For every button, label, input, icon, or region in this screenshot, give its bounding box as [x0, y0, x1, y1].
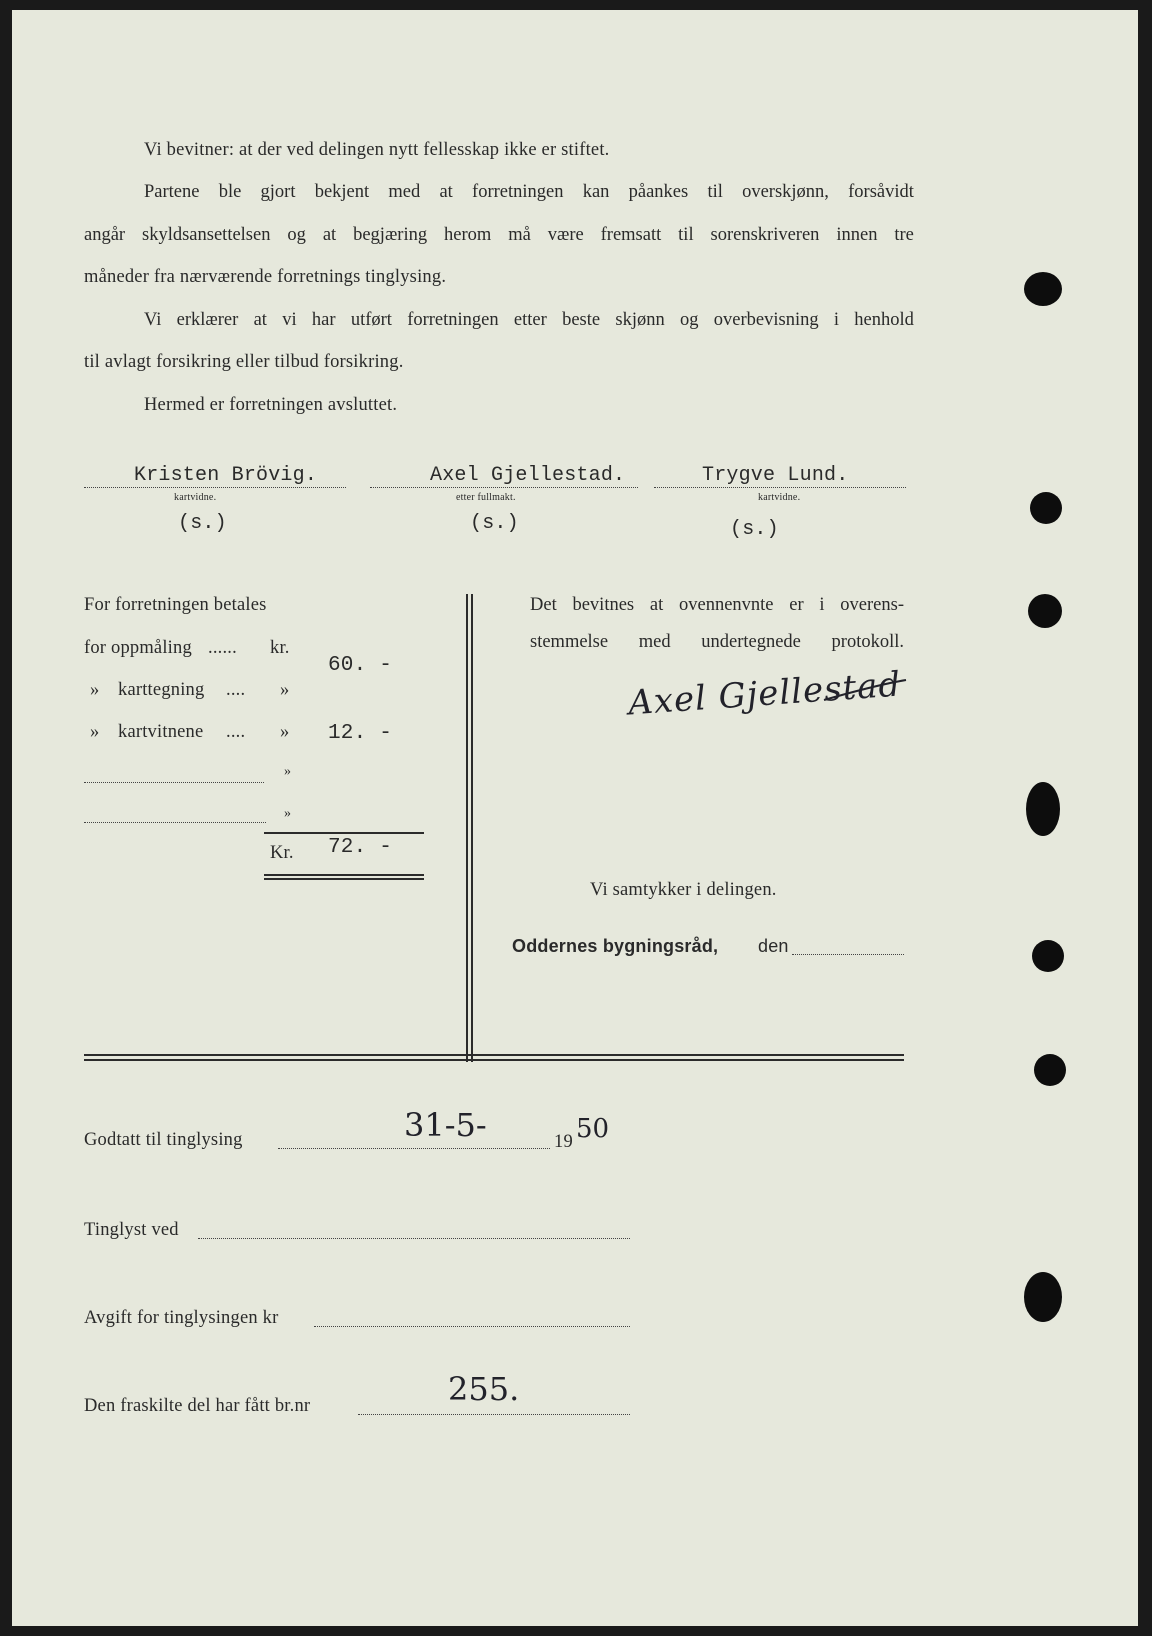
- binder-hole: [1032, 940, 1064, 972]
- word: beste: [562, 310, 601, 330]
- ditto-mark: »: [284, 806, 292, 821]
- binder-hole: [1030, 492, 1062, 524]
- council-date-label: den: [758, 936, 789, 956]
- fee-label-surveying: for oppmåling: [84, 638, 192, 658]
- signature-line-1: [84, 487, 346, 488]
- signature-name-1: Kristen Brövig.: [134, 464, 318, 487]
- word: at: [253, 310, 267, 330]
- blank-fee-line-1: [84, 782, 264, 783]
- word: skjønn: [615, 310, 665, 330]
- word: bekjent: [314, 182, 370, 202]
- total-value: 72. -: [328, 836, 393, 859]
- fee-value-witnesses: 12. -: [328, 722, 393, 745]
- fee-leader-witnesses: ....: [226, 722, 246, 742]
- word: og: [680, 310, 699, 330]
- binder-hole: [1024, 272, 1062, 306]
- certification-line-1: [530, 595, 904, 616]
- approved-date-handwritten: 31-5-: [404, 1106, 487, 1144]
- ditto-mark: »: [284, 764, 292, 779]
- council-name: Oddernes bygningsråd,: [512, 936, 719, 956]
- word: ble: [218, 182, 242, 202]
- word: protokoll.: [831, 632, 904, 652]
- word: herom: [444, 225, 492, 245]
- word: i: [833, 310, 840, 330]
- word: kan: [582, 182, 610, 202]
- column-divider-inner: [471, 594, 473, 1062]
- word: forretningen: [407, 310, 499, 330]
- word: begjæring: [353, 225, 428, 245]
- year-suffix-handwritten: 50: [576, 1114, 610, 1144]
- word: ovennenvnte: [678, 595, 774, 615]
- section-rule-top: [84, 1054, 904, 1056]
- total-double-rule-bottom: [264, 878, 424, 880]
- fee-leader-surveying: ......: [208, 638, 237, 658]
- word: vi: [282, 310, 297, 330]
- word: skyldsansettelsen: [142, 225, 271, 245]
- signature-role-3: kartvidne.: [758, 492, 801, 503]
- word: at: [322, 225, 337, 245]
- fees-heading: For forretningen betales: [84, 595, 267, 615]
- appeal-paragraph-line-1: [144, 182, 914, 203]
- word: overskjønn,: [742, 182, 829, 202]
- word: stemmelse: [530, 632, 609, 652]
- year-prefix: 19: [554, 1132, 573, 1152]
- word: være: [547, 225, 584, 245]
- word: og: [287, 225, 306, 245]
- registered-label: Tinglyst ved: [84, 1220, 179, 1240]
- word: med: [388, 182, 421, 202]
- word: til: [707, 182, 723, 202]
- section-rule-bottom: [84, 1059, 904, 1061]
- word: i: [819, 595, 825, 615]
- word: sorenskriveren: [710, 225, 820, 245]
- appeal-paragraph-line-3: måneder fra nærværende forretnings tinglysing.: [84, 267, 447, 287]
- signature-flourish: [822, 676, 908, 706]
- word: med: [638, 632, 671, 652]
- document-page: [12, 10, 1138, 1626]
- signature-seal-3: (s.): [730, 518, 779, 541]
- brnr-line: [358, 1414, 630, 1415]
- binder-hole: [1028, 594, 1062, 628]
- certification-line-2: [530, 632, 904, 653]
- word: fremsatt: [600, 225, 662, 245]
- approved-label: Godtatt til tinglysing: [84, 1130, 243, 1150]
- word: overbevisning: [713, 310, 819, 330]
- total-label: Kr.: [270, 843, 294, 863]
- blank-fee-line-2: [84, 822, 266, 823]
- signature-name-3: Trygve Lund.: [702, 464, 849, 487]
- word: henhold: [854, 310, 914, 330]
- ditto-mark: »: [280, 680, 290, 700]
- fee-leader-mapdrawing: ....: [226, 680, 246, 700]
- word: overens-: [840, 595, 904, 615]
- word: Det: [530, 595, 557, 615]
- word: til: [678, 225, 694, 245]
- signature-role-2: etter fullmakt.: [456, 492, 516, 503]
- approved-date-line: [278, 1148, 550, 1149]
- handwritten-signature: Axel Gjellestad: [626, 664, 903, 724]
- column-divider: [466, 594, 468, 1062]
- closing-statement: Hermed er forretningen avsluttet.: [144, 395, 398, 415]
- signature-line-2: [370, 487, 638, 488]
- word: gjort: [260, 182, 296, 202]
- word: at: [439, 182, 453, 202]
- word: har: [311, 310, 336, 330]
- word: forretningen: [472, 182, 564, 202]
- ditto-mark: »: [90, 722, 100, 742]
- consent-statement: Vi samtykker i delingen.: [590, 880, 777, 900]
- word: Vi: [144, 310, 162, 330]
- paragraph-no-new-joint-ownership: Vi bevitner: at der ved delingen nytt fellesskap ikke er stiftet.: [144, 140, 610, 160]
- word: er: [789, 595, 804, 615]
- binder-hole: [1024, 1272, 1062, 1322]
- word: forsåvidt: [848, 182, 914, 202]
- word: innen: [836, 225, 878, 245]
- fee-label: Avgift for tinglysingen kr: [84, 1308, 279, 1328]
- declaration-line-1: [144, 310, 914, 331]
- brnr-label: Den fraskilte del har fått br.nr: [84, 1396, 311, 1416]
- fee-line: [314, 1326, 630, 1327]
- word: angår: [84, 225, 126, 245]
- word: erklærer: [176, 310, 239, 330]
- appeal-paragraph-line-2: [84, 225, 914, 246]
- declaration-line-2: til avlagt forsikring eller tilbud forsikring.: [84, 352, 404, 372]
- fee-value-surveying: 60. -: [328, 654, 393, 677]
- signature-line-3: [654, 487, 906, 488]
- council-date-line: [792, 954, 904, 955]
- fee-label-witnesses: kartvitnene: [118, 722, 204, 742]
- signature-name-2: Axel Gjellestad.: [430, 464, 626, 487]
- fee-label-mapdrawing: karttegning: [118, 680, 205, 700]
- word: utført: [350, 310, 392, 330]
- word: Partene: [144, 182, 200, 202]
- fee-unit-kr: kr.: [270, 638, 290, 658]
- ditto-mark: »: [90, 680, 100, 700]
- word: etter: [513, 310, 547, 330]
- binder-hole: [1034, 1054, 1066, 1086]
- brnr-handwritten: 255.: [448, 1370, 520, 1408]
- word: undertegnede: [701, 632, 801, 652]
- word: bevitnes: [572, 595, 635, 615]
- signature-seal-1: (s.): [178, 512, 227, 535]
- total-double-rule-top: [264, 874, 424, 876]
- ditto-mark: »: [280, 722, 290, 742]
- word: påankes: [628, 182, 689, 202]
- binder-hole: [1026, 782, 1060, 836]
- signature-role-1: kartvidne.: [174, 492, 217, 503]
- word: tre: [894, 225, 914, 245]
- word: må: [508, 225, 531, 245]
- sum-rule: [264, 832, 424, 834]
- signature-seal-2: (s.): [470, 512, 519, 535]
- word: at: [649, 595, 664, 615]
- registered-line: [198, 1238, 630, 1239]
